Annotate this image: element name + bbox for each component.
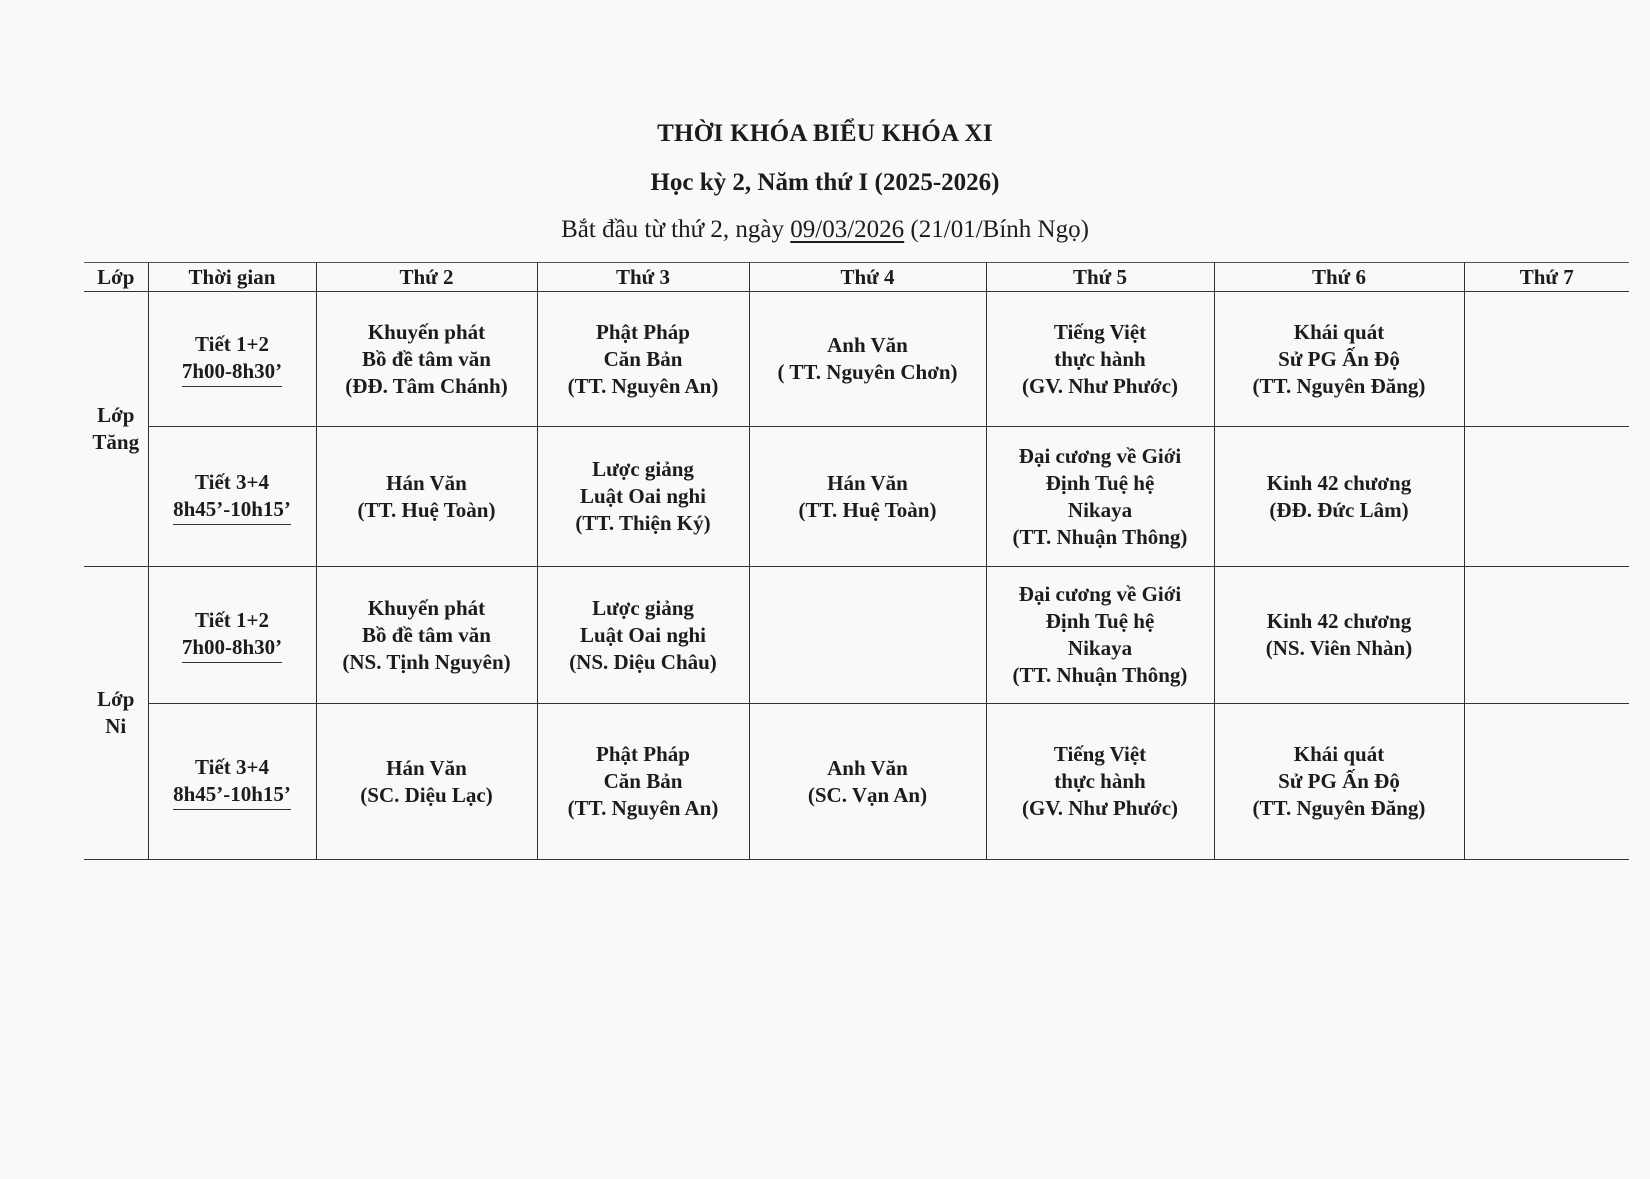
schedule-cell xyxy=(537,292,749,427)
cell-line: Sử PG Ấn Độ xyxy=(1278,769,1400,793)
cell-line: Tiếng Việt xyxy=(1053,319,1147,344)
schedule-cell-empty xyxy=(1464,292,1629,427)
schedule-cell-empty xyxy=(749,567,986,704)
cell-line: Bồ đề tâm văn xyxy=(362,346,491,371)
schedule-cell-empty xyxy=(1464,704,1629,860)
table-row xyxy=(84,427,1629,567)
schedule-cell xyxy=(749,292,986,427)
class-label-line: Ni xyxy=(105,714,127,738)
cell-line: (NS. Viên Nhàn) xyxy=(1265,636,1413,660)
cell-line: Căn Bản xyxy=(603,769,683,793)
cell-line: Anh Văn xyxy=(827,755,908,780)
cell-line: (TT. Nguyên An) xyxy=(567,796,719,820)
start-date: 09/03/2026 xyxy=(790,216,905,243)
schedule-cell xyxy=(1214,427,1464,567)
cell-line: Hán Văn xyxy=(827,470,908,495)
class-label-line: Tăng xyxy=(92,430,140,454)
cell-line: Khuyến phát xyxy=(367,319,486,344)
cell-line: Khuyến phát xyxy=(367,595,486,620)
cell-line: Định Tuệ hệ xyxy=(1045,470,1155,495)
cell-line: Căn Bản xyxy=(603,346,683,371)
schedule-cell-empty xyxy=(1464,567,1629,704)
cell-line: (TT. Huệ Toàn) xyxy=(357,497,496,522)
schedule-cell xyxy=(316,292,537,427)
schedule-cell xyxy=(316,704,537,860)
period-time: 7h00-8h30’ xyxy=(182,358,282,387)
schedule-cell xyxy=(1214,704,1464,860)
period-cell xyxy=(148,567,316,704)
class-label-tang xyxy=(84,292,148,567)
cell-line: (NS. Diệu Châu) xyxy=(569,649,717,674)
cell-line: Luật Oai nghi xyxy=(579,484,707,508)
schedule-cell-empty xyxy=(1464,427,1629,567)
class-label-ni xyxy=(84,567,148,860)
cell-line: (ĐĐ. Tâm Chánh) xyxy=(345,373,508,398)
cell-line: Kinh 42 chương xyxy=(1266,609,1412,633)
col-header-sat: Thứ 7 xyxy=(1464,263,1629,292)
cell-line: Nikaya xyxy=(1067,636,1133,660)
cell-line: Luật Oai nghi xyxy=(579,622,707,647)
period-name: Tiết 1+2 xyxy=(195,608,269,632)
col-header-time: Thời gian xyxy=(148,263,316,292)
cell-line: (TT. Thiện Ký) xyxy=(575,511,711,535)
cell-line: thực hành xyxy=(1054,769,1146,793)
cell-line: Nikaya xyxy=(1067,497,1133,522)
cell-line: (TT. Nguyên Đăng) xyxy=(1252,373,1426,398)
cell-line: Hán Văn xyxy=(386,470,467,495)
cell-line: Sử PG Ấn Độ xyxy=(1278,346,1400,371)
period-cell xyxy=(148,292,316,427)
period-time: 8h45’-10h15’ xyxy=(173,781,291,810)
cell-line: Định Tuệ hệ xyxy=(1045,609,1155,633)
col-header-wed: Thứ 4 xyxy=(749,263,986,292)
cell-line: thực hành xyxy=(1054,346,1146,371)
schedule-cell xyxy=(749,704,986,860)
cell-line: Đại cương về Giới xyxy=(1018,582,1182,606)
cell-line: Phật Pháp xyxy=(596,742,690,766)
schedule-cell xyxy=(986,704,1214,860)
cell-line: (GV. Như Phước) xyxy=(1021,373,1179,398)
class-label-line: Lớp xyxy=(97,403,135,427)
schedule-cell xyxy=(986,292,1214,427)
schedule-cell xyxy=(537,704,749,860)
cell-line: Anh Văn xyxy=(827,333,908,357)
cell-line: (TT. Nhuận Thông) xyxy=(1012,663,1188,687)
schedule-cell xyxy=(537,567,749,704)
cell-line: ( TT. Nguyên Chơn) xyxy=(777,360,958,384)
col-header-fri: Thứ 6 xyxy=(1214,263,1464,292)
period-name: Tiết 3+4 xyxy=(195,469,269,494)
table-row xyxy=(84,292,1629,427)
period-name: Tiết 3+4 xyxy=(195,754,269,779)
timetable xyxy=(84,262,1629,860)
start-suffix: (21/01/Bính Ngọ) xyxy=(904,216,1089,243)
period-name: Tiết 1+2 xyxy=(195,332,269,356)
cell-line: Khái quát xyxy=(1293,319,1385,344)
class-label-line: Lớp xyxy=(97,687,135,711)
cell-line: (GV. Như Phước) xyxy=(1021,796,1179,820)
period-time: 8h45’-10h15’ xyxy=(173,496,291,525)
schedule-cell xyxy=(1214,567,1464,704)
semester-subtitle: Học kỳ 2, Năm thứ I (2025-2026) xyxy=(650,169,1000,196)
cell-line: Lược giảng xyxy=(592,457,694,481)
cell-line: Bồ đề tâm văn xyxy=(362,622,491,647)
schedule-cell xyxy=(316,427,537,567)
table-row xyxy=(84,567,1629,704)
col-header-mon: Thứ 2 xyxy=(316,263,537,292)
schedule-cell xyxy=(1214,292,1464,427)
start-prefix: Bắt đầu từ thứ 2, ngày xyxy=(561,216,791,243)
cell-line: (SC. Diệu Lạc) xyxy=(360,782,493,807)
schedule-cell xyxy=(986,567,1214,704)
period-time: 7h00-8h30’ xyxy=(182,634,282,663)
period-cell xyxy=(148,427,316,567)
cell-line: (TT. Nhuận Thông) xyxy=(1012,524,1188,549)
cell-line: Phật Pháp xyxy=(596,319,690,344)
cell-line: Kinh 42 chương xyxy=(1266,470,1412,495)
cell-line: Hán Văn xyxy=(386,755,467,780)
cell-line: Tiếng Việt xyxy=(1053,742,1147,766)
cell-line: (NS. Tịnh Nguyên) xyxy=(342,649,511,674)
page-title: THỜI KHÓA BIỂU KHÓA XI xyxy=(657,120,993,147)
schedule-cell xyxy=(986,427,1214,567)
col-header-tue: Thứ 3 xyxy=(537,263,749,292)
cell-line: Lược giảng xyxy=(592,595,694,620)
col-header-class: Lớp xyxy=(84,263,148,292)
cell-line: Khái quát xyxy=(1293,742,1385,766)
schedule-cell xyxy=(749,427,986,567)
schedule-cell xyxy=(537,427,749,567)
cell-line: (TT. Nguyên An) xyxy=(567,373,719,398)
cell-line: (TT. Nguyên Đăng) xyxy=(1252,796,1426,820)
schedule-cell xyxy=(316,567,537,704)
cell-line: (TT. Huệ Toàn) xyxy=(798,497,937,522)
start-date-line xyxy=(0,216,1650,244)
col-header-thu: Thứ 5 xyxy=(986,263,1214,292)
table-row xyxy=(84,704,1629,860)
header-row xyxy=(84,263,1629,292)
cell-line: (ĐĐ. Đức Lâm) xyxy=(1269,497,1409,522)
period-cell xyxy=(148,704,316,860)
cell-line: Đại cương về Giới xyxy=(1018,443,1182,468)
cell-line: (SC. Vạn An) xyxy=(807,782,928,807)
